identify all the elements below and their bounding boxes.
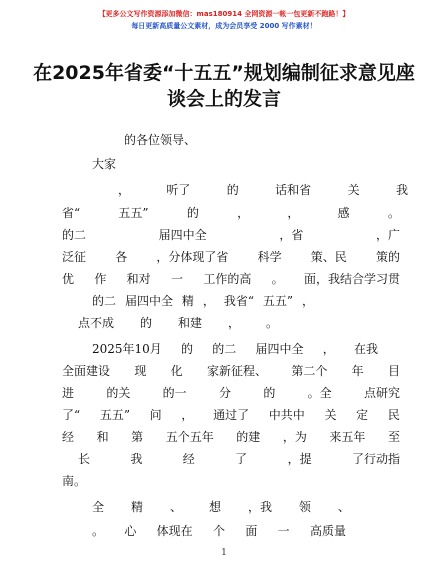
text-fragment: 点不成 xyxy=(78,316,115,330)
text-fragment: 2025年10月 xyxy=(92,342,162,356)
text-fragment: 至 xyxy=(387,430,400,444)
paragraph-line xyxy=(62,206,400,220)
text-fragment: 届四中全 xyxy=(158,228,207,242)
text-fragment: 领 xyxy=(298,500,311,514)
text-fragment: ， xyxy=(118,183,131,197)
title-line-2: 谈会上的发言 xyxy=(166,88,281,110)
paragraph-line xyxy=(62,228,400,242)
text-fragment: 五五” xyxy=(99,408,130,422)
text-fragment: 。全 xyxy=(307,386,332,400)
text-fragment: 的 xyxy=(226,183,239,197)
text-fragment: 五个五年 xyxy=(165,430,214,444)
text-fragment: 精 xyxy=(181,294,194,308)
text-fragment: ， xyxy=(202,294,215,308)
paragraph-line xyxy=(92,524,346,538)
text-fragment: 工作的高 xyxy=(203,272,252,286)
text-fragment: ，分体现了省 xyxy=(156,250,229,264)
text-fragment: 届四中全 xyxy=(255,342,304,356)
text-fragment: 经 xyxy=(62,430,75,444)
text-fragment: 定 xyxy=(356,408,369,422)
text-fragment: 通过了 xyxy=(213,408,250,422)
text-fragment: ， xyxy=(287,206,300,220)
text-fragment: 关 xyxy=(347,183,360,197)
paragraph-line xyxy=(78,452,400,466)
text-fragment: ，省 xyxy=(279,228,304,242)
text-fragment: 的一 xyxy=(162,386,187,400)
text-fragment: 的关 xyxy=(106,386,131,400)
paragraph-line: 南。 xyxy=(62,474,87,488)
text-fragment: 现 xyxy=(134,364,147,378)
text-fragment: ， xyxy=(227,316,240,330)
text-fragment: 想 xyxy=(208,500,221,514)
text-fragment: 我 xyxy=(395,183,408,197)
text-fragment: 进 xyxy=(62,386,75,400)
text-fragment: 家新征程、 xyxy=(206,364,267,378)
text-fragment: 的二 xyxy=(212,342,237,356)
text-fragment: 高质量 xyxy=(309,524,346,538)
text-fragment: 优 xyxy=(62,272,75,286)
text-fragment: ， xyxy=(237,206,250,220)
paragraph-line xyxy=(118,183,408,197)
paragraph-line xyxy=(92,500,350,514)
greeting: 大家 xyxy=(92,157,117,171)
text-fragment: 化 xyxy=(170,364,183,378)
text-fragment: 关 xyxy=(324,408,337,422)
text-fragment: 届四中全 xyxy=(124,294,173,308)
text-fragment: 和建 xyxy=(177,316,202,330)
text-fragment: 的 xyxy=(263,386,276,400)
text-fragment: 全 xyxy=(92,500,105,514)
paragraph-line xyxy=(62,272,400,286)
text-fragment: 目 xyxy=(387,364,400,378)
paragraph-line xyxy=(92,342,378,356)
text-fragment: 第二个 xyxy=(291,364,328,378)
text-fragment: 话和省 xyxy=(275,183,312,197)
text-fragment: 的二 xyxy=(92,294,117,308)
text-fragment: 的二 xyxy=(62,228,87,242)
text-fragment: 全面建设 xyxy=(62,364,111,378)
text-fragment: 作 xyxy=(94,272,107,286)
paragraph-line xyxy=(62,364,400,378)
text-fragment: 。 xyxy=(92,524,105,538)
text-fragment: 科学 xyxy=(257,250,282,264)
text-fragment: 的建 xyxy=(236,430,261,444)
paragraph-line xyxy=(62,430,400,444)
watermark-line-1: 【更多公文写作资源添加微信：mas180914 全网资源一帐一包更新不跑路！】 xyxy=(98,10,350,18)
text-fragment: 泛征 xyxy=(62,250,87,264)
text-fragment: 分 xyxy=(218,386,231,400)
text-fragment: 策的 xyxy=(375,250,400,264)
text-fragment: ， xyxy=(322,342,335,356)
text-fragment: 体现在 xyxy=(156,524,193,538)
text-fragment: 听了 xyxy=(166,183,191,197)
text-fragment: 点研究 xyxy=(363,386,400,400)
document-title xyxy=(0,60,448,112)
text-fragment: 来五年 xyxy=(329,430,366,444)
paragraph-line xyxy=(62,250,400,264)
paragraph-line xyxy=(62,408,400,422)
text-fragment: 、 xyxy=(337,500,350,514)
text-fragment: 在我 xyxy=(353,342,378,356)
paragraph-line xyxy=(62,386,400,400)
text-fragment: 和对 xyxy=(126,272,151,286)
text-fragment: 第 xyxy=(131,430,144,444)
text-fragment: 我 xyxy=(130,452,143,466)
text-fragment: 我省“ xyxy=(223,294,254,308)
text-fragment: 感 xyxy=(337,206,350,220)
text-fragment: ，广 xyxy=(375,228,400,242)
page-number: 1 xyxy=(221,548,227,558)
text-fragment: 年 xyxy=(351,364,364,378)
text-fragment: ，提 xyxy=(287,452,312,466)
text-fragment: 精 xyxy=(130,500,143,514)
salutation: 的各位领导、 xyxy=(124,133,197,147)
text-fragment: ，我 xyxy=(247,500,272,514)
text-fragment: 了 xyxy=(235,452,248,466)
text-fragment: 面，我结合学习贯 xyxy=(303,272,400,286)
text-fragment: 的 xyxy=(181,342,194,356)
text-fragment: 中共中 xyxy=(268,408,305,422)
text-fragment: 一 xyxy=(277,524,290,538)
text-fragment: 的 xyxy=(186,206,199,220)
text-fragment: 和 xyxy=(96,430,109,444)
text-fragment: 五五” xyxy=(118,206,149,220)
text-fragment: 一 xyxy=(170,272,183,286)
text-fragment: ， xyxy=(181,408,194,422)
text-fragment: 。 xyxy=(387,206,400,220)
text-fragment: 面 xyxy=(245,524,258,538)
watermark-line-2: 每日更新高质量公文素材，成为会员享受 2000 写作素材！ xyxy=(131,22,317,30)
text-fragment: 。 xyxy=(265,316,278,330)
text-fragment: 民 xyxy=(387,408,400,422)
title-line-1: 在2025年省委“十五五”规划编制征求意见座 xyxy=(33,62,415,84)
text-fragment: ，为 xyxy=(282,430,307,444)
text-fragment: 问 xyxy=(149,408,162,422)
text-fragment: 的 xyxy=(139,316,152,330)
text-fragment: 五五” xyxy=(262,294,294,308)
paragraph-line xyxy=(78,316,278,330)
paragraph-line xyxy=(92,294,314,308)
text-fragment: ， xyxy=(301,294,314,308)
text-fragment: 策、民 xyxy=(310,250,347,264)
text-fragment: 心 xyxy=(124,524,137,538)
text-fragment: 长 xyxy=(78,452,91,466)
text-fragment: 、 xyxy=(169,500,182,514)
text-fragment: 经 xyxy=(182,452,195,466)
text-fragment: 个 xyxy=(212,524,225,538)
text-fragment: 了“ xyxy=(62,408,81,422)
text-fragment: 各 xyxy=(115,250,128,264)
text-fragment: 。 xyxy=(271,272,284,286)
text-fragment: 了行动指 xyxy=(351,452,400,466)
text-fragment: 省“ xyxy=(62,206,81,220)
